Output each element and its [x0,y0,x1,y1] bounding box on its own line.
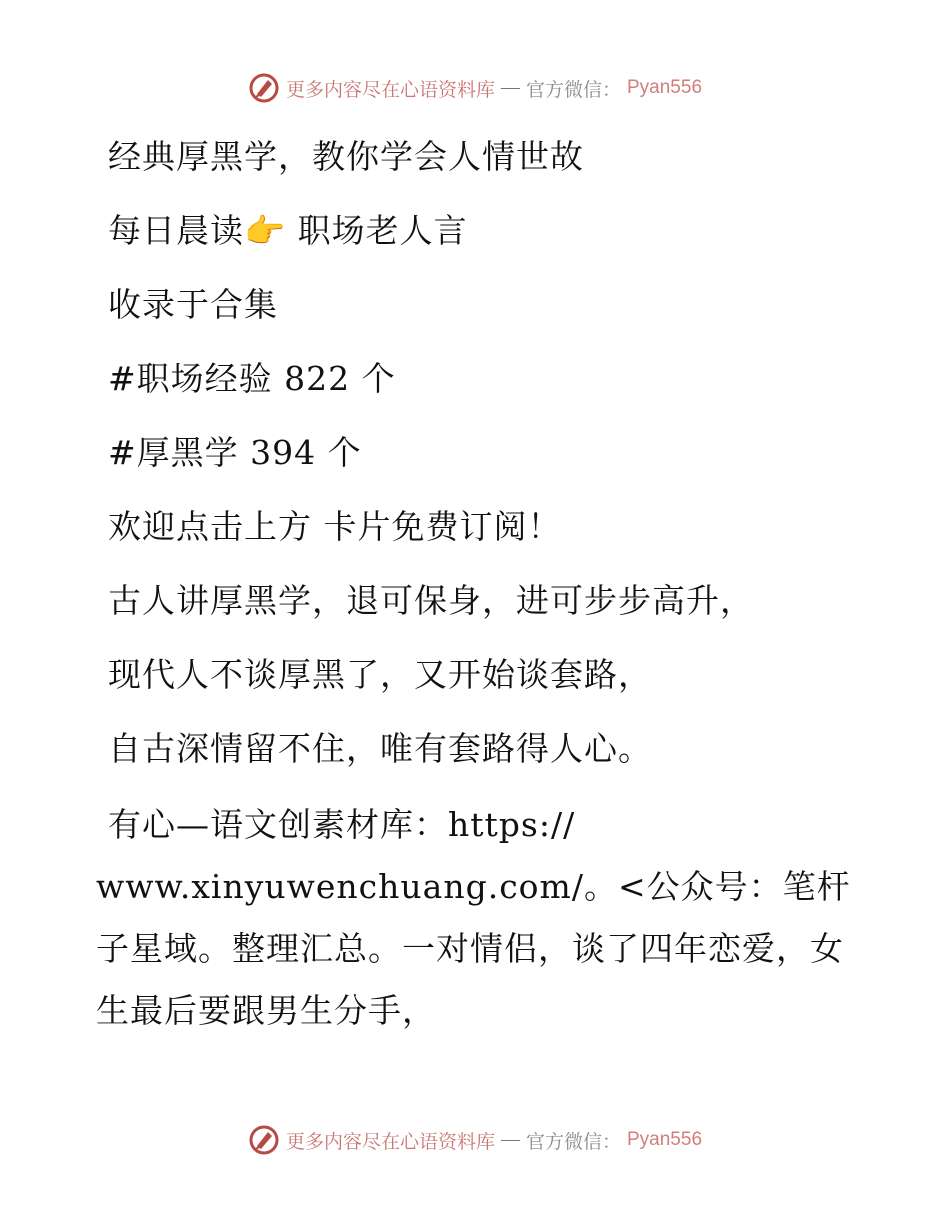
source-paragraph [0,794,950,1042]
tag-workplace: #职场经验 822 个 [108,359,396,398]
logo-icon [248,72,280,104]
text-line: 现代人不谈厚黑了，又开始谈套路， [108,655,652,694]
watermark-separator: — [500,77,520,98]
morning-read-line: 每日晨读👉 职场老人言 [108,211,468,250]
text-line: 自古深情留不住，唯有套路得人心。 [108,729,652,768]
watermark-text: 更多内容尽在心语资料库 [285,79,495,101]
text-line: 古人讲厚黑学，退可保身，进可步步高升， [108,581,754,620]
collection-label: 收录于合集 [108,285,278,324]
header-watermark [0,72,950,104]
subscribe-prompt: 欢迎点击上方 卡片免费订阅！ [108,507,562,546]
watermark-id: Pyan556 [627,1129,703,1150]
footer-watermark [0,1124,950,1156]
tag-houheixue: #厚黑学 394 个 [108,433,362,472]
watermark-label: 官方微信： [525,1131,621,1153]
logo-icon [248,1124,280,1156]
watermark-label: 官方微信： [525,79,621,101]
paragraph-first-line: 有心—语文创素材库：https:// [108,805,576,844]
watermark-separator: — [500,1129,520,1150]
watermark-id: Pyan556 [627,77,703,98]
title-line: 经典厚黑学，教你学会人情世故 [108,137,584,176]
paragraph-rest: www.xinyuwenchuang.com/。<公众号：笔杆子星域。整理汇总。一对情侣，谈了四年恋爱，女生最后要跟男生分手， [96,867,851,1030]
article-body [0,120,950,1042]
watermark-text: 更多内容尽在心语资料库 [285,1131,495,1153]
